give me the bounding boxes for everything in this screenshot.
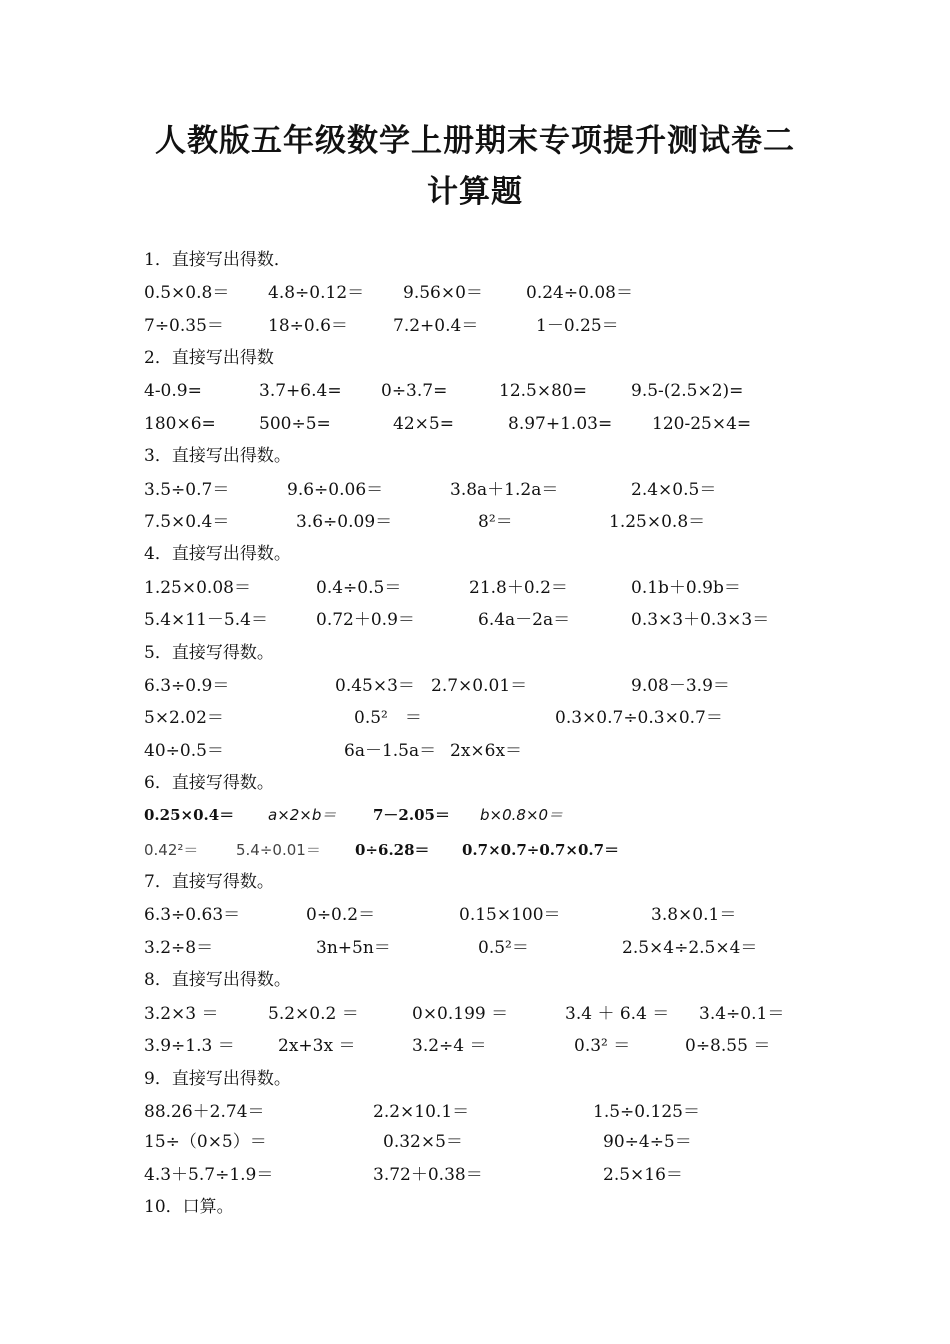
problem: 5.4÷0.01＝	[236, 841, 321, 859]
question-9-row-2	[0, 1131, 950, 1153]
problem: 3.5÷0.7＝	[144, 480, 230, 500]
question-heading-1: 1．直接写出得数．	[144, 250, 291, 270]
problem: 3.8×0.1＝	[651, 905, 737, 925]
problem: 3.4 ＋ 6.4 ＝	[565, 1004, 670, 1024]
question-1-row-2	[0, 315, 950, 337]
problem: 3.2÷4 ＝	[412, 1036, 487, 1056]
problem: 180×6=	[144, 414, 216, 434]
problem: 0.3×0.7÷0.3×0.7＝	[555, 708, 723, 728]
question-heading-7: 7．直接写得数。	[144, 872, 274, 892]
problem: 12.5×80=	[499, 381, 587, 401]
problem: 6.3÷0.9＝	[144, 676, 230, 696]
problem: 6a－1.5a＝	[344, 741, 437, 761]
question-5-row-3	[0, 740, 950, 762]
problem: 0.15×100＝	[459, 905, 561, 925]
problem: 0.45×3＝	[335, 676, 415, 696]
problem: 6.3÷0.63＝	[144, 905, 241, 925]
problem: b×0.8×0＝	[480, 806, 564, 824]
question-9-row-3	[0, 1164, 950, 1186]
problem: 2.2×10.1＝	[373, 1102, 470, 1122]
problem: 0.25×0.4＝	[144, 806, 235, 824]
problem: 3.4÷0.1＝	[699, 1004, 785, 1024]
problem: 3.7+6.4=	[259, 381, 342, 401]
problem: 0.24÷0.08＝	[526, 283, 633, 303]
problem: 2.4×0.5＝	[631, 480, 717, 500]
problem: 40÷0.5＝	[144, 741, 224, 761]
question-3-row-2	[0, 511, 950, 533]
problem: 8.97+1.03=	[508, 414, 613, 434]
question-heading-3: 3．直接写出得数。	[144, 446, 291, 466]
question-7-row-1	[0, 904, 950, 926]
problem: 15÷（0×5）＝	[144, 1132, 267, 1152]
question-5-row-1	[0, 675, 950, 697]
question-heading-8: 8．直接写出得数。	[144, 970, 291, 990]
question-heading-10: 10．口算。	[144, 1197, 234, 1217]
problem: 500÷5=	[259, 414, 331, 434]
problem: 88.26＋2.74＝	[144, 1102, 265, 1122]
problem: 0.72＋0.9＝	[316, 610, 415, 630]
problem: 9.56×0＝	[403, 283, 483, 303]
problem: 0÷0.2＝	[306, 905, 376, 925]
question-heading-9: 9．直接写出得数。	[144, 1069, 291, 1089]
problem: 4.3＋5.7÷1.9＝	[144, 1165, 274, 1185]
problem: 18÷0.6＝	[268, 316, 348, 336]
problem: 0×0.199 ＝	[412, 1004, 509, 1024]
problem: 120-25×4=	[652, 414, 752, 434]
problem: 3.8a＋1.2a＝	[450, 480, 559, 500]
problem: 0.7×0.7÷0.7×0.7＝	[462, 841, 620, 859]
question-5-row-2	[0, 707, 950, 729]
question-8-row-1	[0, 1003, 950, 1025]
problem: a×2×b＝	[268, 806, 337, 824]
problem: 5×2.02＝	[144, 708, 224, 728]
problem: 2x×6x＝	[450, 741, 523, 761]
problem: 2.7×0.01＝	[431, 676, 528, 696]
question-6-row-2	[0, 839, 950, 861]
question-heading-6: 6．直接写得数。	[144, 773, 274, 793]
problem: 8²＝	[478, 512, 513, 532]
problem: 0÷3.7=	[381, 381, 448, 401]
problem: 4.8÷0.12＝	[268, 283, 365, 303]
problem: 7.2+0.4＝	[393, 316, 479, 336]
problem: 0.4÷0.5＝	[316, 578, 402, 598]
problem: 21.8＋0.2＝	[469, 578, 568, 598]
problem: 0÷6.28＝	[355, 841, 430, 859]
problem: 7－2.05＝	[373, 806, 450, 824]
question-6-row-1	[0, 804, 950, 826]
problem: 3n+5n＝	[316, 938, 391, 958]
problem: 3.9÷1.3 ＝	[144, 1036, 235, 1056]
problem: 6.4a－2a＝	[478, 610, 571, 630]
title-line-1: 人教版五年级数学上册期末专项提升测试卷二	[155, 123, 795, 159]
problem: 1.25×0.8＝	[609, 512, 706, 532]
problem: 0.5²＝	[478, 938, 529, 958]
problem: 3.6÷0.09＝	[296, 512, 393, 532]
problem: 1.25×0.08＝	[144, 578, 251, 598]
problem: 9.5-(2.5×2)=	[631, 381, 744, 401]
question-4-row-1	[0, 577, 950, 599]
problem: 2.5×4÷2.5×4＝	[622, 938, 758, 958]
problem: 5.4×11－5.4＝	[144, 610, 268, 630]
problem: 2x+3x ＝	[278, 1036, 356, 1056]
question-9-row-1	[0, 1101, 950, 1123]
problem: 0÷8.55 ＝	[685, 1036, 771, 1056]
question-4-row-2	[0, 609, 950, 631]
problem: 7÷0.35＝	[144, 316, 224, 336]
title-line-2: 计算题	[427, 174, 523, 210]
problem: 0.32×5＝	[383, 1132, 463, 1152]
question-heading-5: 5．直接写得数。	[144, 643, 274, 663]
problem: 90÷4÷5＝	[603, 1132, 692, 1152]
problem: 5.2×0.2 ＝	[268, 1004, 359, 1024]
problem: 42×5=	[393, 414, 454, 434]
question-8-row-2	[0, 1035, 950, 1057]
problem: 0.5×0.8＝	[144, 283, 230, 303]
problem: 1.5÷0.125＝	[593, 1102, 700, 1122]
problem: 4-0.9=	[144, 381, 202, 401]
problem: 0.5² ＝	[354, 708, 422, 728]
question-3-row-1	[0, 479, 950, 501]
problem: 9.08－3.9＝	[631, 676, 730, 696]
question-2-row-1	[0, 380, 950, 402]
problem: 0.3² ＝	[574, 1036, 631, 1056]
question-heading-4: 4．直接写出得数。	[144, 544, 291, 564]
question-1-row-1	[0, 282, 950, 304]
problem: 7.5×0.4＝	[144, 512, 230, 532]
problem: 2.5×16＝	[603, 1165, 683, 1185]
problem: 3.72＋0.38＝	[373, 1165, 483, 1185]
problem: 3.2×3 ＝	[144, 1004, 219, 1024]
problem: 3.2÷8＝	[144, 938, 214, 958]
problem: 9.6÷0.06＝	[287, 480, 384, 500]
question-2-row-2	[0, 413, 950, 435]
question-heading-2: 2．直接写出得数	[144, 348, 274, 368]
problem: 0.1b＋0.9b＝	[631, 578, 741, 598]
question-7-row-2	[0, 937, 950, 959]
problem: 0.3×3＋0.3×3＝	[631, 610, 770, 630]
problem: 0.42²＝	[144, 841, 199, 859]
problem: 1－0.25＝	[536, 316, 619, 336]
